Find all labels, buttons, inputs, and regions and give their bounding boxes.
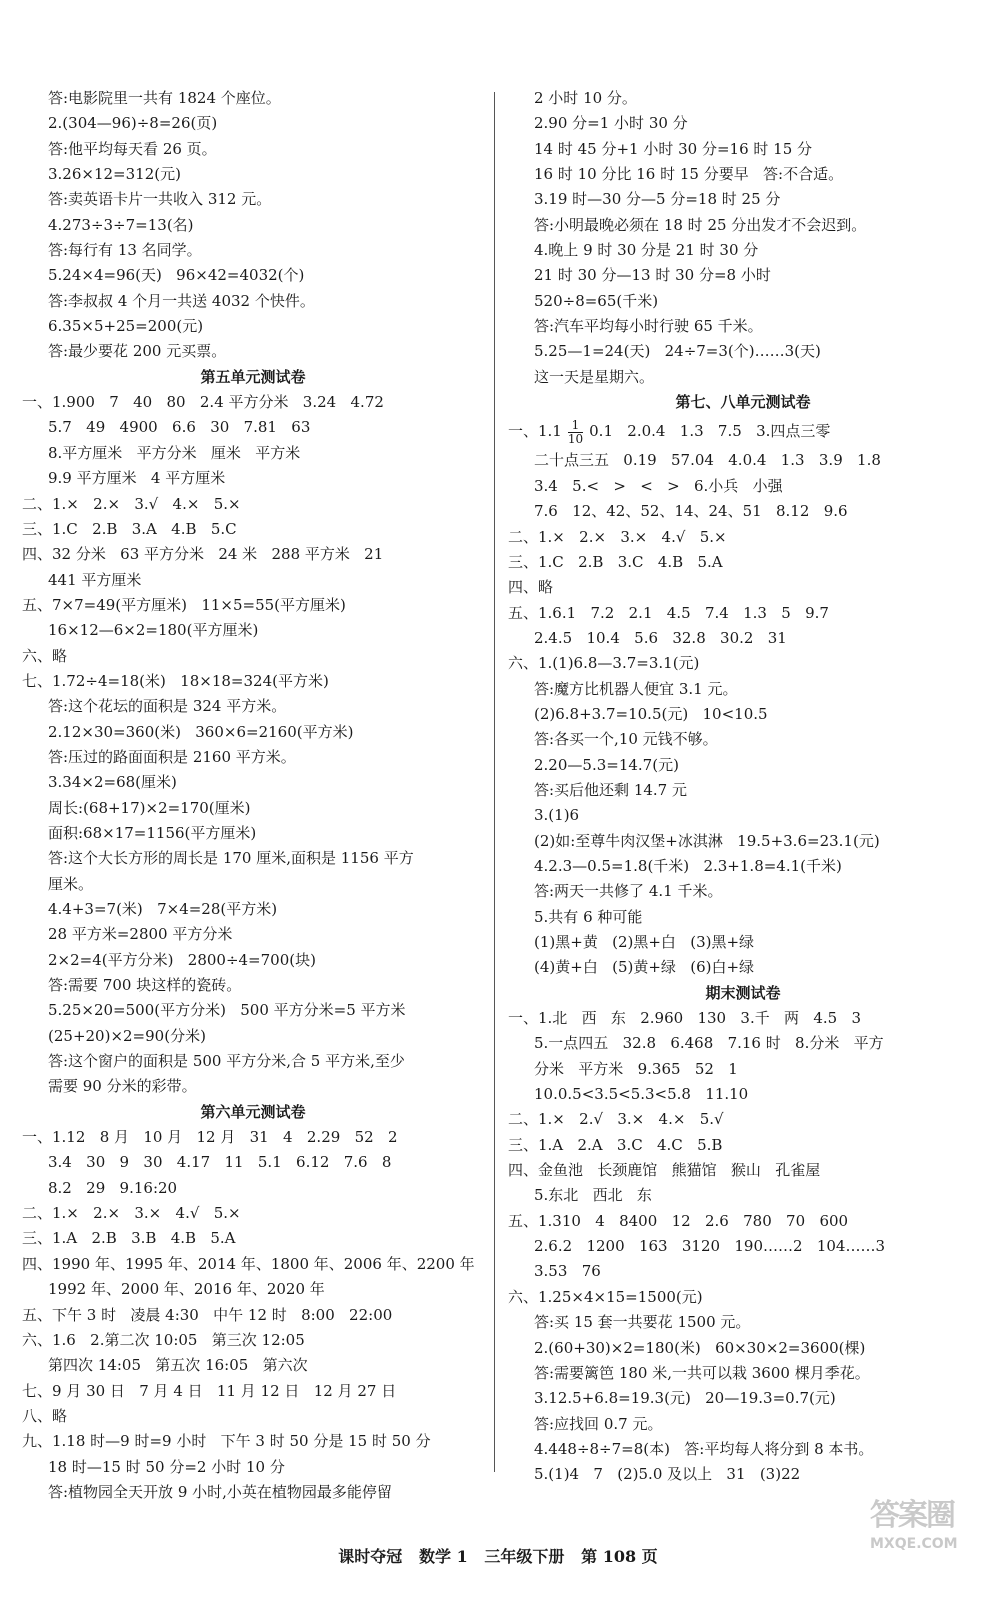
answer-line	[22, 517, 484, 542]
answer-text: 答:植物园全天开放 9 小时,小英在植物园最多能停留	[48, 1482, 392, 1501]
answer-line	[22, 314, 484, 339]
answer-text: 3.4 30 9 30 4.17 11 5.1 6.12 7.6 8	[48, 1153, 392, 1172]
answer-text: 分米 平方米 9.365 52 1	[534, 1059, 738, 1078]
answer-line	[22, 492, 484, 517]
answer-line	[508, 1259, 978, 1284]
section-heading	[22, 365, 484, 390]
answer-line	[22, 1125, 484, 1150]
answer-line	[508, 550, 978, 575]
answer-text: 四、略	[508, 578, 554, 597]
answer-line	[22, 162, 484, 187]
answer-line	[22, 1226, 484, 1251]
answer-text: 答:每行有 13 名同学。	[48, 241, 202, 260]
answer-line	[508, 289, 978, 314]
section-heading	[508, 981, 978, 1006]
answer-line	[22, 390, 484, 415]
answer-text: 答:小明最晚必须在 18 时 25 分出发才不会迟到。	[534, 215, 867, 234]
column-divider	[494, 92, 495, 1472]
answer-text: 5.24×4=96(天) 96×42=4032(个)	[48, 266, 305, 285]
answer-text: 答:最少要花 200 元买票。	[48, 342, 227, 361]
answer-line	[508, 778, 978, 803]
section-heading	[22, 1100, 484, 1125]
answer-text: 一、1.900 7 40 80 2.4 平方分米 3.24 4.72	[22, 393, 384, 412]
answer-text: 六、1.25×4×15=1500(元)	[508, 1287, 703, 1306]
answer-line	[508, 1031, 978, 1056]
watermark-logo	[870, 1490, 986, 1590]
answer-text: 八、略	[22, 1406, 68, 1425]
answer-line	[22, 213, 484, 238]
answer-line	[508, 1412, 978, 1437]
answer-line	[508, 339, 978, 364]
answer-text-continued: 0.1 2.0.4 1.3 7.5 3.四点三零	[589, 422, 831, 441]
answer-text: 3.26×12=312(元)	[48, 165, 181, 184]
answer-line	[22, 1353, 484, 1378]
answer-text: 答:买后他还剩 14.7 元	[534, 780, 687, 799]
answer-line	[22, 973, 484, 998]
section-heading-text: 第六单元测试卷	[200, 1102, 306, 1121]
answer-text: 4.4+3=7(米) 7×4=28(平方米)	[48, 900, 278, 918]
answer-line	[508, 1310, 978, 1335]
answer-line	[508, 1361, 978, 1386]
answer-text: 五、下午 3 时 凌晨 4:30 中午 12 时 8:00 22:00	[22, 1305, 393, 1324]
section-heading-text: 期末测试卷	[705, 983, 781, 1002]
answer-line	[508, 651, 978, 676]
answer-line	[508, 1336, 978, 1361]
answer-text: 二、1.× 2.× 3.× 4.√ 5.×	[22, 1204, 241, 1223]
answer-line	[22, 111, 484, 136]
answer-text: 14 时 45 分+1 小时 30 分=16 时 15 分	[534, 139, 813, 158]
fraction-denominator: 10	[567, 431, 584, 446]
answer-line	[22, 1024, 484, 1049]
answer-text: 3.4 5.< > < > 6.小兵 小强	[534, 476, 783, 495]
answer-text: 答:这个花坛的面积是 324 平方米。	[48, 697, 287, 716]
answer-line	[22, 263, 484, 288]
answer-line	[508, 1133, 978, 1158]
answer-text: 答:他平均每天看 26 页。	[48, 139, 217, 158]
answer-line	[508, 162, 978, 187]
answer-text: 六、1.(1)6.8—3.7=3.1(元)	[508, 654, 700, 673]
answer-text: 二、1.× 2.× 3.√ 4.× 5.×	[22, 494, 241, 513]
answer-line	[22, 593, 484, 618]
answer-text: 答:两天一共修了 4.1 千米。	[534, 882, 723, 901]
answer-text: 一、1.1	[508, 422, 562, 441]
answer-line	[22, 618, 484, 643]
answer-text: 5.一点四五 32.8 6.468 7.16 时 8.分米 平方	[534, 1034, 884, 1053]
answer-line	[22, 86, 484, 111]
answer-text: 16 时 10 分比 16 时 15 分要早 答:不合适。	[534, 165, 844, 184]
answer-line	[22, 872, 484, 897]
answer-text: 4.448÷8÷7=8(本) 答:平均每人将分到 8 本书。	[534, 1439, 874, 1458]
answer-line	[508, 626, 978, 651]
answer-text: 5.共有 6 种可能	[534, 907, 643, 926]
answer-line	[508, 213, 978, 238]
answer-line	[22, 1252, 484, 1277]
answer-text: 5.(1)4 7 (2)5.0 及以上 31 (3)22	[534, 1465, 801, 1484]
answer-line	[508, 1006, 978, 1031]
answer-line	[508, 829, 978, 854]
answer-text: 2.90 分=1 小时 30 分	[534, 114, 688, 133]
answer-text: 8.平方厘米 平方分米 厘米 平方米	[48, 443, 301, 462]
answer-text: 一、1.北 西 东 2.960 130 3.千 两 4.5 3	[508, 1009, 862, 1028]
answer-text: 16×12—6×2=180(平方厘米)	[48, 621, 259, 640]
answer-line	[22, 796, 484, 821]
answer-line	[508, 263, 978, 288]
answer-text: (4)黄+白 (5)黄+绿 (6)白+绿	[534, 958, 755, 977]
answer-text: 答:电影院里一共有 1824 个座位。	[48, 89, 281, 107]
answer-text: 8.2 29 9.16:20	[48, 1178, 178, 1197]
answer-line	[508, 955, 978, 980]
answer-line	[508, 111, 978, 136]
answer-line	[22, 568, 484, 593]
answer-line	[508, 1285, 978, 1310]
answer-text: 2.(60+30)×2=180(米) 60×30×2=3600(棵)	[534, 1338, 866, 1357]
answer-text: (1)黑+黄 (2)黑+白 (3)黑+绿	[534, 933, 755, 951]
answer-text: 2×2=4(平方分米) 2800÷4=700(块)	[48, 950, 316, 969]
answer-line	[22, 821, 484, 846]
answer-text: 3.(1)6	[534, 806, 580, 825]
watermark-url: MXQE.COM	[870, 1536, 958, 1552]
answer-line	[508, 879, 978, 904]
answer-line	[22, 137, 484, 162]
answer-text: 6.35×5+25=200(元)	[48, 317, 204, 336]
answer-line	[22, 1049, 484, 1074]
answer-line	[22, 1176, 484, 1201]
answer-text: 周长:(68+17)×2=170(厘米)	[48, 798, 251, 817]
answer-text: 9.9 平方厘米 4 平方厘米	[48, 469, 226, 488]
section-heading	[508, 390, 978, 415]
answer-text: 1992 年、2000 年、2016 年、2020 年	[48, 1280, 325, 1299]
answer-line	[22, 1074, 484, 1099]
answer-line	[508, 601, 978, 626]
answer-text: 3.34×2=68(厘米)	[48, 773, 177, 792]
answer-text: 2.(304—96)÷8=26(页)	[48, 114, 218, 133]
section-heading-text: 第五单元测试卷	[200, 367, 306, 386]
answer-text: (25+20)×2=90(分米)	[48, 1026, 206, 1045]
answer-text: (2)6.8+3.7=10.5(元) 10<10.5	[534, 704, 768, 723]
answer-text: 441 平方厘米	[48, 570, 142, 589]
answer-line	[22, 415, 484, 440]
answer-text: 2.12×30=360(米) 360×6=2160(平方米)	[48, 722, 354, 741]
answer-line	[22, 238, 484, 263]
answer-text: 3.12.5+6.8=19.3(元) 20—19.3=0.7(元)	[534, 1389, 836, 1408]
answer-line	[22, 1404, 484, 1429]
answer-line	[508, 1386, 978, 1411]
answer-text: 四、1990 年、1995 年、2014 年、1800 年、2006 年、2200 年	[22, 1254, 475, 1273]
answer-line	[22, 720, 484, 745]
answer-line	[22, 846, 484, 871]
answer-text: 三、1.A 2.A 3.C 4.C 5.B	[508, 1135, 723, 1154]
answer-line	[508, 525, 978, 550]
answer-line	[508, 702, 978, 727]
watermark-logo-text: 答案圈	[870, 1498, 954, 1533]
answer-text: 五、1.310 4 8400 12 2.6 780 70 600	[508, 1211, 849, 1230]
answer-text: 5.东北 西北 东	[534, 1186, 652, 1205]
answer-line	[22, 669, 484, 694]
answer-line	[22, 339, 484, 364]
answer-line	[22, 922, 484, 947]
answer-line	[508, 187, 978, 212]
answer-text: 答:需要 700 块这样的瓷砖。	[48, 976, 242, 995]
answer-line	[508, 365, 978, 390]
answer-line	[22, 466, 484, 491]
answer-text: 答:压过的路面面积是 2160 平方米。	[48, 747, 296, 766]
answer-line	[508, 727, 978, 752]
answer-text: 七、9 月 30 日 7 月 4 日 11 月 12 日 12 月 27 日	[22, 1381, 397, 1400]
answer-text: 厘米。	[48, 874, 94, 893]
answer-text: 一、1.12 8 月 10 月 12 月 31 4 2.29 52 2	[22, 1128, 398, 1147]
answer-line	[508, 854, 978, 879]
answer-text: 三、1.C 2.B 3.C 4.B 5.A	[508, 552, 723, 571]
right-answer-column	[508, 86, 978, 1488]
answer-line	[508, 137, 978, 162]
answer-text: 5.25×20=500(平方分米) 500 平方分米=5 平方米	[48, 1001, 406, 1020]
answer-text: 三、1.A 2.B 3.B 4.B 5.A	[22, 1229, 236, 1248]
answer-line	[508, 86, 978, 111]
answer-text: 答:买 15 套一共要花 1500 元。	[534, 1313, 751, 1332]
answer-text: 21 时 30 分—13 时 30 分=8 小时	[534, 266, 771, 285]
answer-text: 第四次 14:05 第五次 16:05 第六次	[48, 1356, 308, 1375]
answer-text: 面积:68×17=1156(平方厘米)	[48, 823, 257, 842]
answer-line	[22, 897, 484, 922]
left-answer-column	[22, 86, 484, 1505]
answer-line	[508, 415, 978, 448]
answer-line	[22, 745, 484, 770]
answer-line	[22, 948, 484, 973]
answer-text: 4.273÷3÷7=13(名)	[48, 215, 194, 234]
answer-text: 二、1.× 2.√ 3.× 4.× 5.√	[508, 1110, 724, 1129]
answer-text: (2)如:至尊牛肉汉堡+冰淇淋 19.5+3.6=23.1(元)	[534, 831, 880, 850]
fraction-numerator: 1	[568, 419, 583, 433]
answer-line	[508, 1209, 978, 1234]
answer-text: 五、7×7=49(平方厘米) 11×5=55(平方厘米)	[22, 595, 346, 614]
answer-line	[508, 314, 978, 339]
answer-text: 答:需要篱笆 180 米,一共可以栽 3600 棵月季花。	[534, 1363, 870, 1382]
answer-line	[22, 998, 484, 1023]
answer-line	[508, 1107, 978, 1132]
answer-text: 7.6 12、42、52、14、24、51 8.12 9.6	[534, 502, 848, 521]
answer-text: 10.0.5<3.5<5.3<5.8 11.10	[534, 1085, 749, 1104]
answer-text: 2.4.5 10.4 5.6 32.8 30.2 31	[534, 628, 787, 647]
page-footer: 课时夺冠 数学 1 三年级下册 第 108 页	[338, 1547, 658, 1566]
answer-line	[508, 575, 978, 600]
answer-line	[22, 1429, 484, 1454]
answer-text: 四、32 分米 63 平方分米 24 米 288 平方米 21	[22, 545, 384, 564]
answer-text: 六、略	[22, 646, 68, 665]
answer-text: 5.25—1=24(天) 24÷7=3(个)……3(天)	[534, 342, 821, 361]
answer-line	[508, 1082, 978, 1107]
answer-text: 答:各买一个,10 元钱不够。	[534, 730, 718, 749]
answer-line	[22, 1277, 484, 1302]
section-heading-text: 第七、八单元测试卷	[675, 393, 811, 412]
answer-text: 28 平方米=2800 平方分米	[48, 925, 233, 944]
answer-line	[508, 930, 978, 955]
answer-text: 4.晚上 9 时 30 分是 21 时 30 分	[534, 241, 759, 260]
answer-text: 520÷8=65(千米)	[534, 291, 659, 310]
answer-text: 七、1.72÷4=18(米) 18×18=324(平方米)	[22, 671, 329, 690]
answer-text: 2.20—5.3=14.7(元)	[534, 755, 679, 774]
answer-text: 三、1.C 2.B 3.A 4.B 5.C	[22, 519, 237, 538]
answer-line	[508, 905, 978, 930]
answer-text: 六、1.6 2.第二次 10:05 第三次 12:05	[22, 1330, 305, 1349]
answer-text: 九、1.18 时—9 时=9 小时 下午 3 时 50 分是 15 时 50 分	[22, 1432, 431, 1451]
answer-line	[508, 1462, 978, 1487]
answer-text: 这一天是星期六。	[534, 367, 655, 386]
answer-text: 二十点三五 0.19 57.04 4.0.4 1.3 3.9 1.8	[534, 451, 881, 470]
answer-text: 4.2.3—0.5=1.8(千米) 2.3+1.8=4.1(千米)	[534, 856, 842, 875]
answer-text: 3.19 时—30 分—5 分=18 时 25 分	[534, 190, 781, 209]
answer-line	[22, 1303, 484, 1328]
answer-text: 5.7 49 4900 6.6 30 7.81 63	[48, 418, 311, 437]
answer-text: 答:这个大长方形的周长是 170 厘米,面积是 1156 平方	[48, 849, 414, 868]
answer-line	[508, 474, 978, 499]
answer-text: 2 小时 10 分。	[534, 89, 637, 107]
answer-line	[22, 770, 484, 795]
answer-line	[22, 1480, 484, 1505]
answer-text: 答:卖英语卡片一共收入 312 元。	[48, 190, 272, 209]
answer-text: 二、1.× 2.× 3.× 4.√ 5.×	[508, 527, 727, 546]
answer-line	[508, 499, 978, 524]
answer-line	[22, 1455, 484, 1480]
answer-line	[22, 694, 484, 719]
answer-line	[22, 1379, 484, 1404]
answer-line	[508, 753, 978, 778]
answer-line	[22, 1328, 484, 1353]
answer-line	[508, 448, 978, 473]
answer-line	[508, 1234, 978, 1259]
answer-text: 答:魔方比机器人便宜 3.1 元。	[534, 679, 738, 698]
answer-text: 答:李叔叔 4 个月一共送 4032 个快件。	[48, 291, 315, 310]
answer-text: 3.53 76	[534, 1262, 601, 1281]
fraction	[568, 419, 583, 446]
answer-line	[508, 238, 978, 263]
answer-line	[22, 1201, 484, 1226]
answer-line	[508, 677, 978, 702]
answer-text: 18 时—15 时 50 分=2 小时 10 分	[48, 1457, 285, 1476]
answer-line	[22, 542, 484, 567]
answer-text: 2.6.2 1200 163 3120 190……2 104……3	[534, 1237, 886, 1256]
answer-text: 答:汽车平均每小时行驶 65 千米。	[534, 317, 763, 336]
answer-text: 答:这个窗户的面积是 500 平方分米,合 5 平方米,至少	[48, 1052, 405, 1071]
answer-text: 答:应找回 0.7 元。	[534, 1414, 663, 1433]
answer-line	[22, 289, 484, 314]
answer-line	[22, 441, 484, 466]
answer-line	[508, 803, 978, 828]
answer-line	[508, 1057, 978, 1082]
answer-line	[22, 644, 484, 669]
answer-line	[508, 1183, 978, 1208]
answer-line	[22, 187, 484, 212]
answer-text: 五、1.6.1 7.2 2.1 4.5 7.4 1.3 5 9.7	[508, 603, 829, 622]
answer-line	[508, 1158, 978, 1183]
answer-line	[508, 1437, 978, 1462]
answer-text: 四、金鱼池 长颈鹿馆 熊猫馆 猴山 孔雀屋	[508, 1161, 821, 1180]
answer-line	[22, 1150, 484, 1175]
answer-text: 需要 90 分米的彩带。	[48, 1077, 197, 1096]
